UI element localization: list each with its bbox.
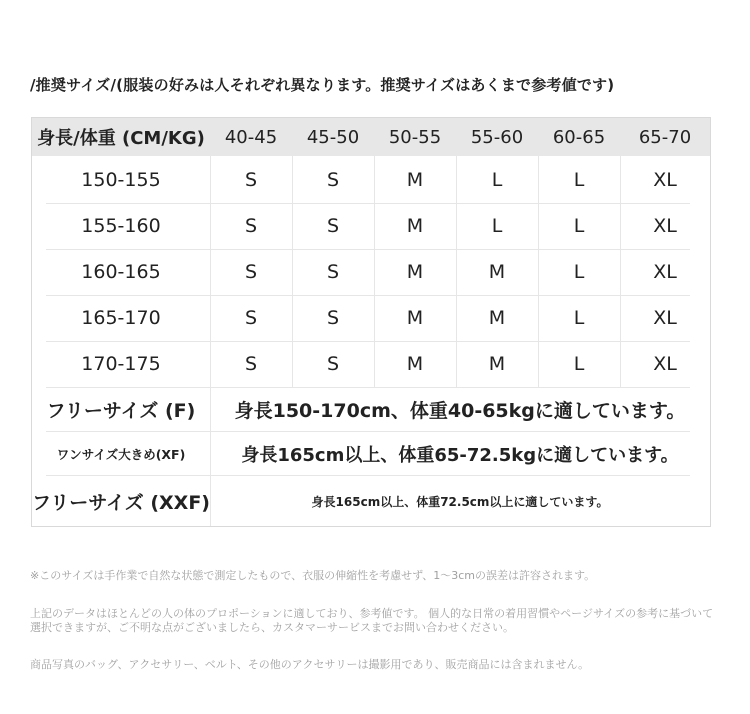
note-measurement: ※このサイズは手作業で自然な状態で測定したもので、衣服の伸縮性を考慮せず、1～3cmの誤差は許容されます。 [30,569,596,582]
size-cell: XL [653,307,677,329]
header-weight-col: 40-45 [224,126,278,148]
free-size-f-label: フリーサイズ (F) [46,400,196,422]
size-cell: XL [653,169,677,191]
size-cell: S [326,307,340,329]
size-cell: L [573,215,585,237]
size-cell: M [406,353,424,375]
size-cell: L [573,169,585,191]
header-weight-col: 60-65 [552,126,606,148]
row-height-range: 165-170 [81,307,161,329]
size-guide-title: /推奨サイズ/(服装の好みは人それぞれ異なります。推奨サイズはあくまで参考値です) [30,76,615,94]
table-header [32,118,710,156]
header-weight-col: 50-55 [388,126,442,148]
size-cell: XL [653,215,677,237]
row-height-range: 155-160 [81,215,161,237]
row-height-range: 170-175 [81,353,161,375]
size-cell: M [406,261,424,283]
size-cell: L [573,261,585,283]
size-cell: M [488,261,506,283]
size-cell: S [244,353,258,375]
size-cell: M [406,307,424,329]
size-cell: XL [653,353,677,375]
size-cell: S [326,353,340,375]
header-weight-col: 45-50 [306,126,360,148]
note-reference: 上記のデータはほとんどの人の体のプロポーションに適しており、参考値です。 個人的な日常の着用習慣やページサイズの参考に基づいて選択できますが、ご不明な点がございましたら、カスタマーサービスまでお問い合わせください。 [30,607,714,634]
size-cell: S [326,261,340,283]
size-cell: S [244,261,258,283]
size-table [31,117,711,527]
size-cell: M [488,353,506,375]
free-size-xxf-label: フリーサイズ (XXF) [32,491,210,514]
size-cell: M [406,169,424,191]
size-cell: L [573,353,585,375]
one-size-larger-xf-desc: 身長165cm以上、体重65-72.5kgに適しています。 [241,444,679,466]
one-size-larger-xf-label: ワンサイズ大きめ(XF) [56,446,186,462]
size-cell: L [491,215,503,237]
size-cell: S [326,215,340,237]
free-size-xxf-desc: 身長165cm以上、体重72.5cm以上に適しています。 [311,494,609,509]
size-cell: S [244,215,258,237]
header-weight-col: 55-60 [470,126,524,148]
header-weight-col: 65-70 [638,126,692,148]
size-cell: L [491,169,503,191]
size-cell: M [406,215,424,237]
size-cell: M [488,307,506,329]
size-cell: XL [653,261,677,283]
note-accessories: 商品写真のバッグ、アクセサリー、ベルト、その他のアクセサリーは撮影用であり、販売商品には含まれません。 [30,658,590,671]
row-height-range: 160-165 [81,261,161,283]
size-cell: S [244,169,258,191]
header-height-weight: 身長/体重 (CM/KG) [37,128,205,149]
free-size-f-desc: 身長150-170cm、体重40-65kgに適しています。 [234,400,686,422]
size-cell: S [244,307,258,329]
row-height-range: 150-155 [81,169,161,191]
size-cell: L [573,307,585,329]
size-cell: S [326,169,340,191]
